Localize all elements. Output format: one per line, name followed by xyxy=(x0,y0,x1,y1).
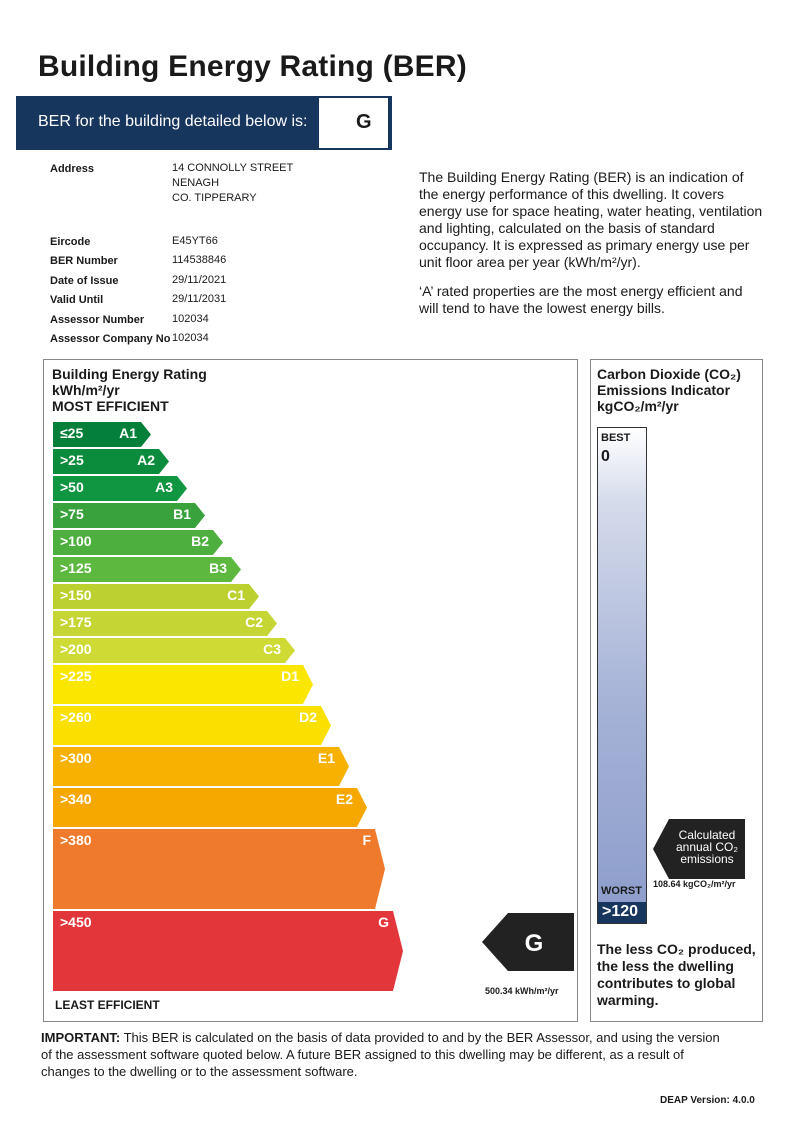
eircode-label: Eircode xyxy=(50,236,91,248)
assessor-company-value: 102034 xyxy=(172,332,209,344)
ber-band-range: >175 xyxy=(60,614,92,630)
ber-band-e2 xyxy=(53,788,367,827)
valid-until-value: 29/11/2031 xyxy=(172,293,227,305)
co2-scale-bar xyxy=(597,427,647,924)
ber-banner-label: BER for the building detailed below is: xyxy=(38,113,308,130)
ber-band-grade: C3 xyxy=(263,641,281,657)
current-ber-grade: G xyxy=(524,930,544,957)
ber-band-d2 xyxy=(53,706,331,745)
ber-scale-title-line-1: Building Energy Rating xyxy=(52,366,207,382)
least-efficient-label: LEAST EFFICIENT xyxy=(55,998,160,1012)
ber-band-grade: B1 xyxy=(173,506,191,522)
ber-banner xyxy=(16,96,392,150)
address-value: 14 CONNOLLY STREET NENAGH CO. TIPPERARY xyxy=(172,162,294,204)
ber-band-grade: A1 xyxy=(119,425,137,441)
co2-pointer-line-3: emissions xyxy=(680,852,734,866)
ber-band-grade: D1 xyxy=(281,668,299,684)
assessor-company-label: Assessor Company No xyxy=(50,333,171,345)
ber-banner-grade: G xyxy=(356,111,372,133)
valid-until-label: Valid Until xyxy=(50,294,104,306)
ber-band-grade: B2 xyxy=(191,533,209,549)
page-title: Building Energy Rating (BER) xyxy=(38,50,467,83)
date-of-issue-value: 29/11/2021 xyxy=(172,274,227,286)
co2-worst-box xyxy=(598,902,646,923)
co2-title-line-1: Carbon Dioxide (CO₂) xyxy=(597,366,741,382)
ber-band-grade: C1 xyxy=(227,587,245,603)
ber-band-range: >100 xyxy=(60,533,92,549)
co2-pointer-line-2: annual CO₂ xyxy=(675,840,739,854)
ber-band-g xyxy=(53,911,403,991)
ber-band-e1 xyxy=(53,747,349,786)
co2-title-line-2: Emissions Indicator xyxy=(597,382,731,398)
ber-band-grade: E2 xyxy=(335,791,353,807)
intro-paragraph-1: The Building Energy Rating (BER) is an indication of the energy performance of this dwelling. It covers energy use for space heating, water heating, ventilation and lighting, calculated on the basis of standard occupancy. It is expressed as primary energy use per unit floor area per year (kWh/m²/yr). xyxy=(419,169,763,270)
co2-panel xyxy=(590,359,763,1022)
ber-band-grade: A3 xyxy=(155,479,173,495)
co2-note: The less CO₂ produced, the less the dwelling contributes to global warming. xyxy=(597,941,756,1008)
co2-pointer-line-1: Calculated xyxy=(678,828,736,842)
co2-best-value: 0 xyxy=(601,448,610,465)
most-efficient-label: MOST EFFICIENT xyxy=(52,398,169,414)
co2-worst-label: WORST xyxy=(601,885,642,897)
ber-band-range: >75 xyxy=(60,506,84,522)
assessor-number-label: Assessor Number xyxy=(50,314,145,326)
co2-pointer-text xyxy=(670,829,744,865)
ber-band-range: ≤25 xyxy=(60,425,84,441)
ber-band-grade: E1 xyxy=(317,750,335,766)
ber-band-grade: B3 xyxy=(209,560,227,576)
date-of-issue-label: Date of Issue xyxy=(50,275,119,287)
co2-unit: kgCO₂/m²/yr xyxy=(597,398,679,414)
ber-band-grade: C2 xyxy=(245,614,263,630)
ber-band-range: >450 xyxy=(60,914,92,930)
co2-title xyxy=(597,366,741,414)
ber-band-grade: D2 xyxy=(299,709,317,725)
ber-band-range: >200 xyxy=(60,641,92,657)
ber-scale-graphic xyxy=(44,360,577,1021)
co2-worst-value: >120 xyxy=(602,903,639,920)
current-ber-value: 500.34 kWh/m²/yr xyxy=(485,986,559,996)
ber-band-range: >300 xyxy=(60,750,92,766)
ber-scale-unit: kWh/m²/yr xyxy=(52,382,120,398)
co2-value: 108.64 kgCO₂/m²/yr xyxy=(653,879,736,889)
ber-band-grade: F xyxy=(362,832,371,848)
ber-band-range: >225 xyxy=(60,668,92,684)
assessor-number-value: 102034 xyxy=(172,313,209,325)
ber-band-d1 xyxy=(53,665,313,704)
ber-scale-panel xyxy=(43,359,578,1022)
ber-number-label: BER Number xyxy=(50,255,118,267)
intro-paragraph-2: ‘A’ rated properties are the most energy efficient and will tend to have the lowest energy bills. xyxy=(419,283,743,316)
important-notice xyxy=(41,1029,731,1080)
ber-band-range: >340 xyxy=(60,791,92,807)
ber-band-range: >50 xyxy=(60,479,84,495)
address-label: Address xyxy=(50,163,95,175)
intro-text xyxy=(419,169,764,329)
important-text: This BER is calculated on the basis of data provided to and by the BER Assessor, and using the version of the assessment software quoted below. A future BER assigned to this dwelling may be different, as a result of changes to the dwelling or to the assessment software. xyxy=(41,1030,720,1079)
eircode-value: E45YT66 xyxy=(172,235,218,247)
co2-best-label: BEST xyxy=(601,432,631,444)
ber-band-range: >380 xyxy=(60,832,92,848)
deap-version: DEAP Version: 4.0.0 xyxy=(660,1095,755,1106)
ber-band-f xyxy=(53,829,385,909)
ber-banner-grade-box xyxy=(317,96,390,150)
important-lead: IMPORTANT: xyxy=(41,1030,121,1045)
ber-band-grade: A2 xyxy=(137,452,155,468)
ber-band-grade: G xyxy=(378,914,389,930)
ber-band-range: >25 xyxy=(60,452,84,468)
ber-band-range: >150 xyxy=(60,587,92,603)
ber-band-range: >125 xyxy=(60,560,92,576)
ber-number-value: 114538846 xyxy=(172,254,227,266)
ber-band-range: >260 xyxy=(60,709,92,725)
